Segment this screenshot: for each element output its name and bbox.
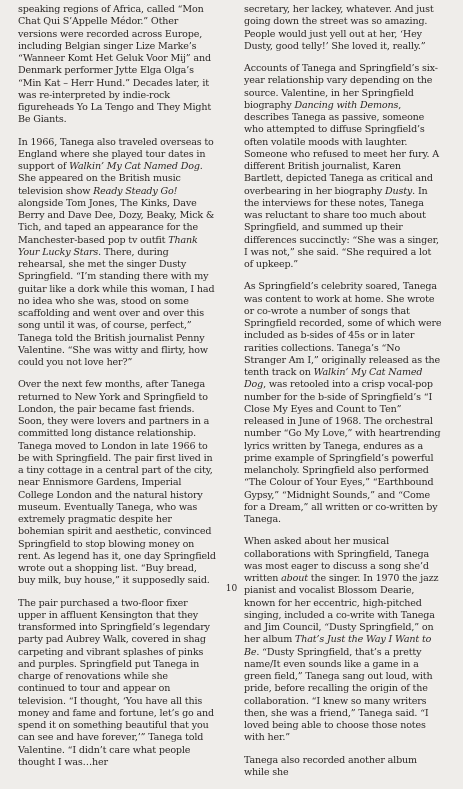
italic-title: Thank Your Lucky Stars	[18, 234, 198, 258]
paragraph: Over the next few months, after Tanega returned to New York and Springfield to London, the pair became fast friends. Soon, they were lovers and partners in a committed long distance relationship. Tanega moved to London in late 1966 to be with Springfield. The pair first lived in a tiny cottage in a central part of the city, near Ennismore Gardens, Imperial College London and the natural history museum. Eventually Tanega, who was extremely pragmatic despite her bohemian spirit and aesthetic, convinced Springfield to stop blowing money on rent. As legend has it, one day Springfield wrote out a shopping list. “Buy bread, buy milk, buy house,” it supposedly said.	[18, 379, 216, 587]
italic-title: Walkin’ My Cat Named Dog	[244, 367, 423, 391]
paragraph: The pair purchased a two-floor fixer upper in affluent Kensington that they transformed into Springfield’s legendary party pad Aubrey Walk, covered in shag carpeting and vibrant splashes of pinks and purples. Springfield put Tanega in charge of renovations while she continued to tour and appear on television. “I thought, ‘You have all this money and fame and fortune, let’s go and spend it on something beautiful that you can see and have forever,’” Tanega told Valentine. “I didn’t care what people thought I was…her	[18, 597, 215, 768]
paragraph: When asked about her musical collaborations with Springfield, Tanega was most eager to discuss a song she’d written about the singer. In 1970 the jazz pianist and vocalist Blossom Dearie, known for her eccentric, high-pitched singing, included a co-write with Tanega and Jim Council, “Dusty Springfield,” on her album That’s Just the Way I Want to Be. “Dusty Springfield, that’s a pretty name/It even sounds like a game in a green field,” Tanega sang out loud, with pride, before recalling the origin of the collaboration. “I knew so many writers then, she was a friend,” Tanega said. “I loved being able to choose those notes with her.”	[244, 536, 439, 744]
paragraph: Accounts of Tanega and Springfield’s six-year relationship vary depending on the source. Valentine, in her Springfield biography Dancing with Demons, describes Tanega as passive, someone who attempted to diffuse Springfield’s often volatile moods with laughter. Someone who refused to meet her fury. A different British journalist, Karen Bartlett, depicted Tanega as critical and overbearing in her biography Dusty. In the interviews for these notes, Tanega was reluctant to share too much about Springfield, and summed up their differences succinctly: “She was a singer, I was not,” she said. “She required a lot of upkeep.”	[244, 63, 439, 270]
paragraph: As Springfield’s celebrity soared, Tanega was content to work at home. She wrote or co-wrote a number of songs that Springfield recorded, some of which were included as b-sides of 45s or in later rarities collections. Tanega’s “No Stranger Am I,” originally released as the tenth track on Walkin’ My Cat Named Dog, was retooled into a crisp vocal-pop number for the b-side of Springfield’s “I Close My Eyes and Count to Ten” released in June of 1968. The orchestral number “Go My Love,” with heartrending lyrics written by Tanega, endures as a prime example of Springfield’s powerful melancholy. Springfield also performed “The Colour of Your Eyes,” “Earthbound Gypsy,” “Midnight Sounds,” and “Come for a Dream,” all written or co-written by Tanega.	[244, 281, 442, 525]
italic-title: Dancing with Demons	[294, 99, 399, 111]
paragraph: speaking regions of Africa, called “Mon Chat Qui S’Appelle Médor.” Other versions were recorded across Europe, including Belgian singer Lize Marke’s “Wanneer Komt Het Geluk Voor Mij” and Denmark performer Jytte Elga Olga’s “Min Kat – Herr Hund.” Decades later, it was re-interpreted by indie-rock figureheads Yo La Tengo and They Might Be Giants.	[18, 4, 212, 126]
italic-title: That’s Just the Way I Want to Be	[244, 634, 432, 658]
paragraph: Tanega also recorded another album while she	[244, 754, 417, 778]
page-number: 10	[225, 584, 238, 594]
italic-title: Walkin’ My Cat Named Dog	[69, 161, 200, 172]
italic-title: Ready Steady Go!	[93, 185, 178, 197]
text-column-right	[244, 4, 442, 789]
paragraph: In 1966, Tanega also traveled overseas to England where she played tour dates in support of Walkin’ My Cat Named Dog. She appeared on the British music television show Ready Steady Go! alongside Tom Jones, The Kinks, Dave Berry and Dave Dee, Dozy, Beaky, Mick & Tich, and taped an appearance for the Manchester-based pop tv outfit Thank Your Lucky Stars. There, during rehearsal, she met the singer Dusty Springfield. “I’m standing there with my guitar like a dork while this woman, I had no idea who she was, stood on some scaffolding and went over and over this song until it was, of course, perfect,” Tanega told the British journalist Penny Valentine. “She was witty and flirty, how could you not love her?”	[18, 136, 215, 368]
paragraph: secretary, her lackey, whatever. And just going down the street was so amazing. People would just yell out at her, ‘Hey Dusty, good telly!’ She loved it, really.”	[244, 4, 434, 52]
italic-title: Dusty	[384, 185, 413, 197]
italic-title: about	[281, 573, 308, 584]
text-column-left	[18, 4, 216, 779]
